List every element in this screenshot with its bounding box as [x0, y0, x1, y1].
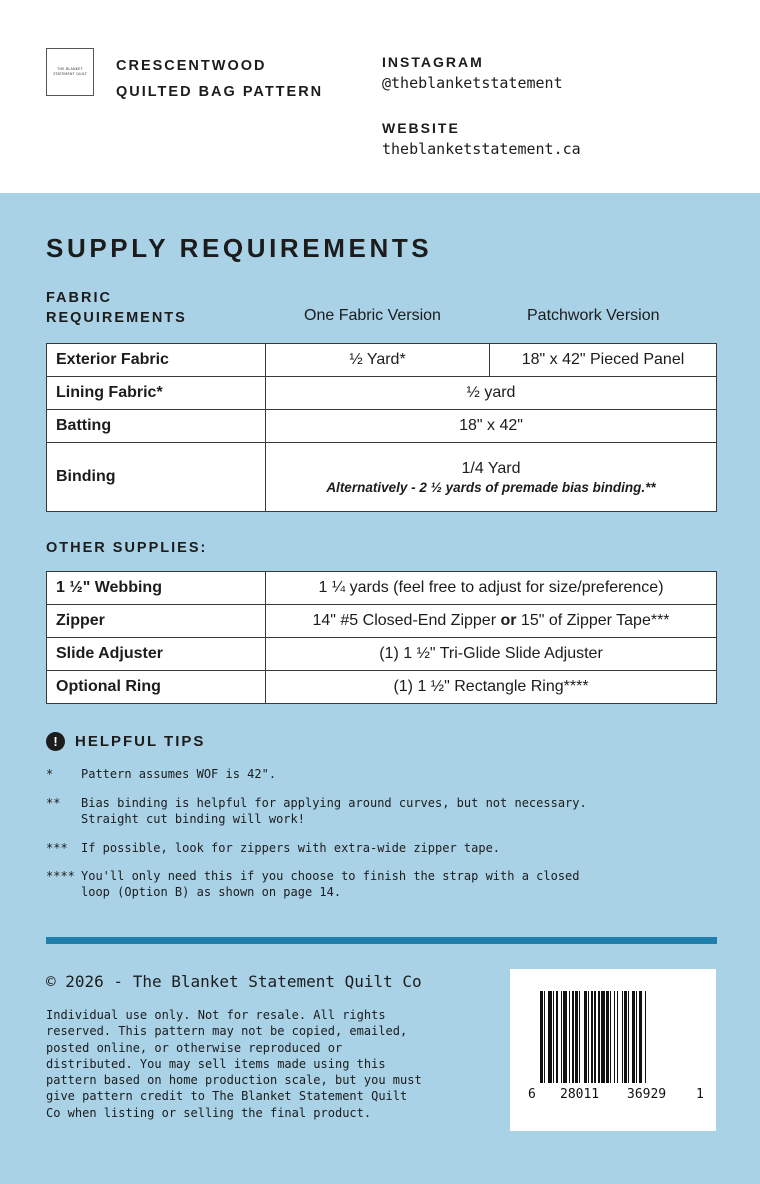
brand-logo-text: THE BLANKET STATEMENT QUILT	[53, 67, 87, 76]
copyright: © 2026 - The Blanket Statement Quilt Co	[46, 972, 422, 991]
zipper-option-b: 15" of Zipper Tape***	[516, 612, 670, 629]
row-label: Binding	[47, 443, 266, 512]
fabric-requirements-heading	[46, 288, 187, 328]
pattern-title	[116, 53, 323, 105]
barcode-right-digits: 36929	[627, 1087, 667, 1102]
website-url: theblanketstatement.ca	[382, 140, 581, 158]
barcode	[510, 969, 716, 1131]
header	[0, 0, 760, 193]
row-label: Optional Ring	[47, 671, 266, 704]
tip-marker: **	[46, 796, 61, 810]
tip-text: You'll only need this if you choose to finish the strap with a closed loop (Option B) as shown on page 14.	[81, 869, 580, 899]
pattern-title-line2: QUILTED BAG PATTERN	[116, 84, 324, 100]
row-label: Batting	[47, 410, 266, 443]
row-label: Lining Fabric*	[47, 377, 266, 410]
fabric-heading-line2: REQUIREMENTS	[46, 310, 187, 326]
legal-notice: Individual use only. Not for resale. All rights reserved. This pattern may not be copied, emailed, posted online, or otherwise reproduced or distributed. You may sell items made using this pattern based on home production scale, but you must give pattern credit to The Blanket Statement Quilt Co when listing or selling the final product.	[46, 1008, 422, 1120]
barcode-bars	[540, 991, 690, 1083]
tip-marker: *	[46, 767, 54, 781]
cell-patchwork: 18" x 42" Pieced Panel	[490, 344, 717, 377]
cell-value: (1) 1 ½" Tri-Glide Slide Adjuster	[266, 638, 717, 671]
pattern-title-line1: CRESCENTWOOD	[116, 58, 267, 74]
fabric-table	[46, 343, 717, 512]
cell-value: 1 ¼ yards (feel free to adjust for size/preference)	[266, 572, 717, 605]
tip-text: Pattern assumes WOF is 42".	[81, 767, 277, 781]
table-row	[47, 605, 717, 638]
instagram-handle: @theblanketstatement	[382, 74, 563, 92]
helpful-tips-heading	[46, 732, 205, 751]
row-label: Zipper	[47, 605, 266, 638]
supply-heading: SUPPLY REQUIREMENTS	[46, 233, 433, 263]
table-row	[47, 410, 717, 443]
table-row	[47, 377, 717, 410]
barcode-bar	[646, 991, 647, 1083]
column-header-patchwork: Patchwork Version	[527, 307, 660, 324]
divider-rule	[46, 937, 717, 944]
tip-text: If possible, look for zippers with extra-wide zipper tape.	[81, 841, 501, 855]
helpful-tips-label: HELPFUL TIPS	[75, 733, 206, 750]
barcode-first-digit: 6	[528, 1087, 536, 1102]
binding-alternative: Alternatively - 2 ½ yards of premade bias binding.**	[326, 479, 656, 495]
row-label: Exterior Fabric	[47, 344, 266, 377]
brand-logo	[46, 48, 94, 96]
instagram-label: INSTAGRAM	[382, 54, 484, 70]
zipper-or: or	[500, 612, 517, 629]
cell-one-fabric: ½ Yard*	[266, 344, 490, 377]
column-header-one-fabric: One Fabric Version	[304, 307, 441, 324]
tip-marker: ****	[46, 869, 75, 883]
cell-value: ½ yard	[266, 377, 717, 410]
cell-value: (1) 1 ½" Rectangle Ring****	[266, 671, 717, 704]
cell-value: 18" x 42"	[266, 410, 717, 443]
table-row	[47, 671, 717, 704]
table-row	[47, 344, 717, 377]
row-label: Slide Adjuster	[47, 638, 266, 671]
other-supplies-table	[46, 571, 717, 704]
row-label: 1 ½" Webbing	[47, 572, 266, 605]
barcode-left-digits: 28011	[560, 1087, 600, 1102]
zipper-option-a: 14" #5 Closed-End Zipper	[312, 612, 501, 629]
cell-value	[266, 605, 717, 638]
table-row	[47, 638, 717, 671]
other-supplies-heading: OTHER SUPPLIES:	[46, 540, 208, 556]
binding-value: 1/4 Yard	[461, 459, 521, 477]
exclamation-icon: !	[46, 732, 65, 751]
website-block	[382, 118, 581, 160]
fabric-heading-line1: FABRIC	[46, 290, 112, 306]
tip-text: Bias binding is helpful for applying around curves, but not necessary. Straight cut binding will work!	[81, 796, 587, 826]
table-row	[47, 443, 717, 512]
cell-value	[266, 443, 717, 512]
barcode-last-digit: 1	[696, 1087, 704, 1102]
table-row	[47, 572, 717, 605]
instagram-block	[382, 52, 563, 94]
tip-marker: ***	[46, 841, 68, 855]
website-label: WEBSITE	[382, 120, 460, 136]
